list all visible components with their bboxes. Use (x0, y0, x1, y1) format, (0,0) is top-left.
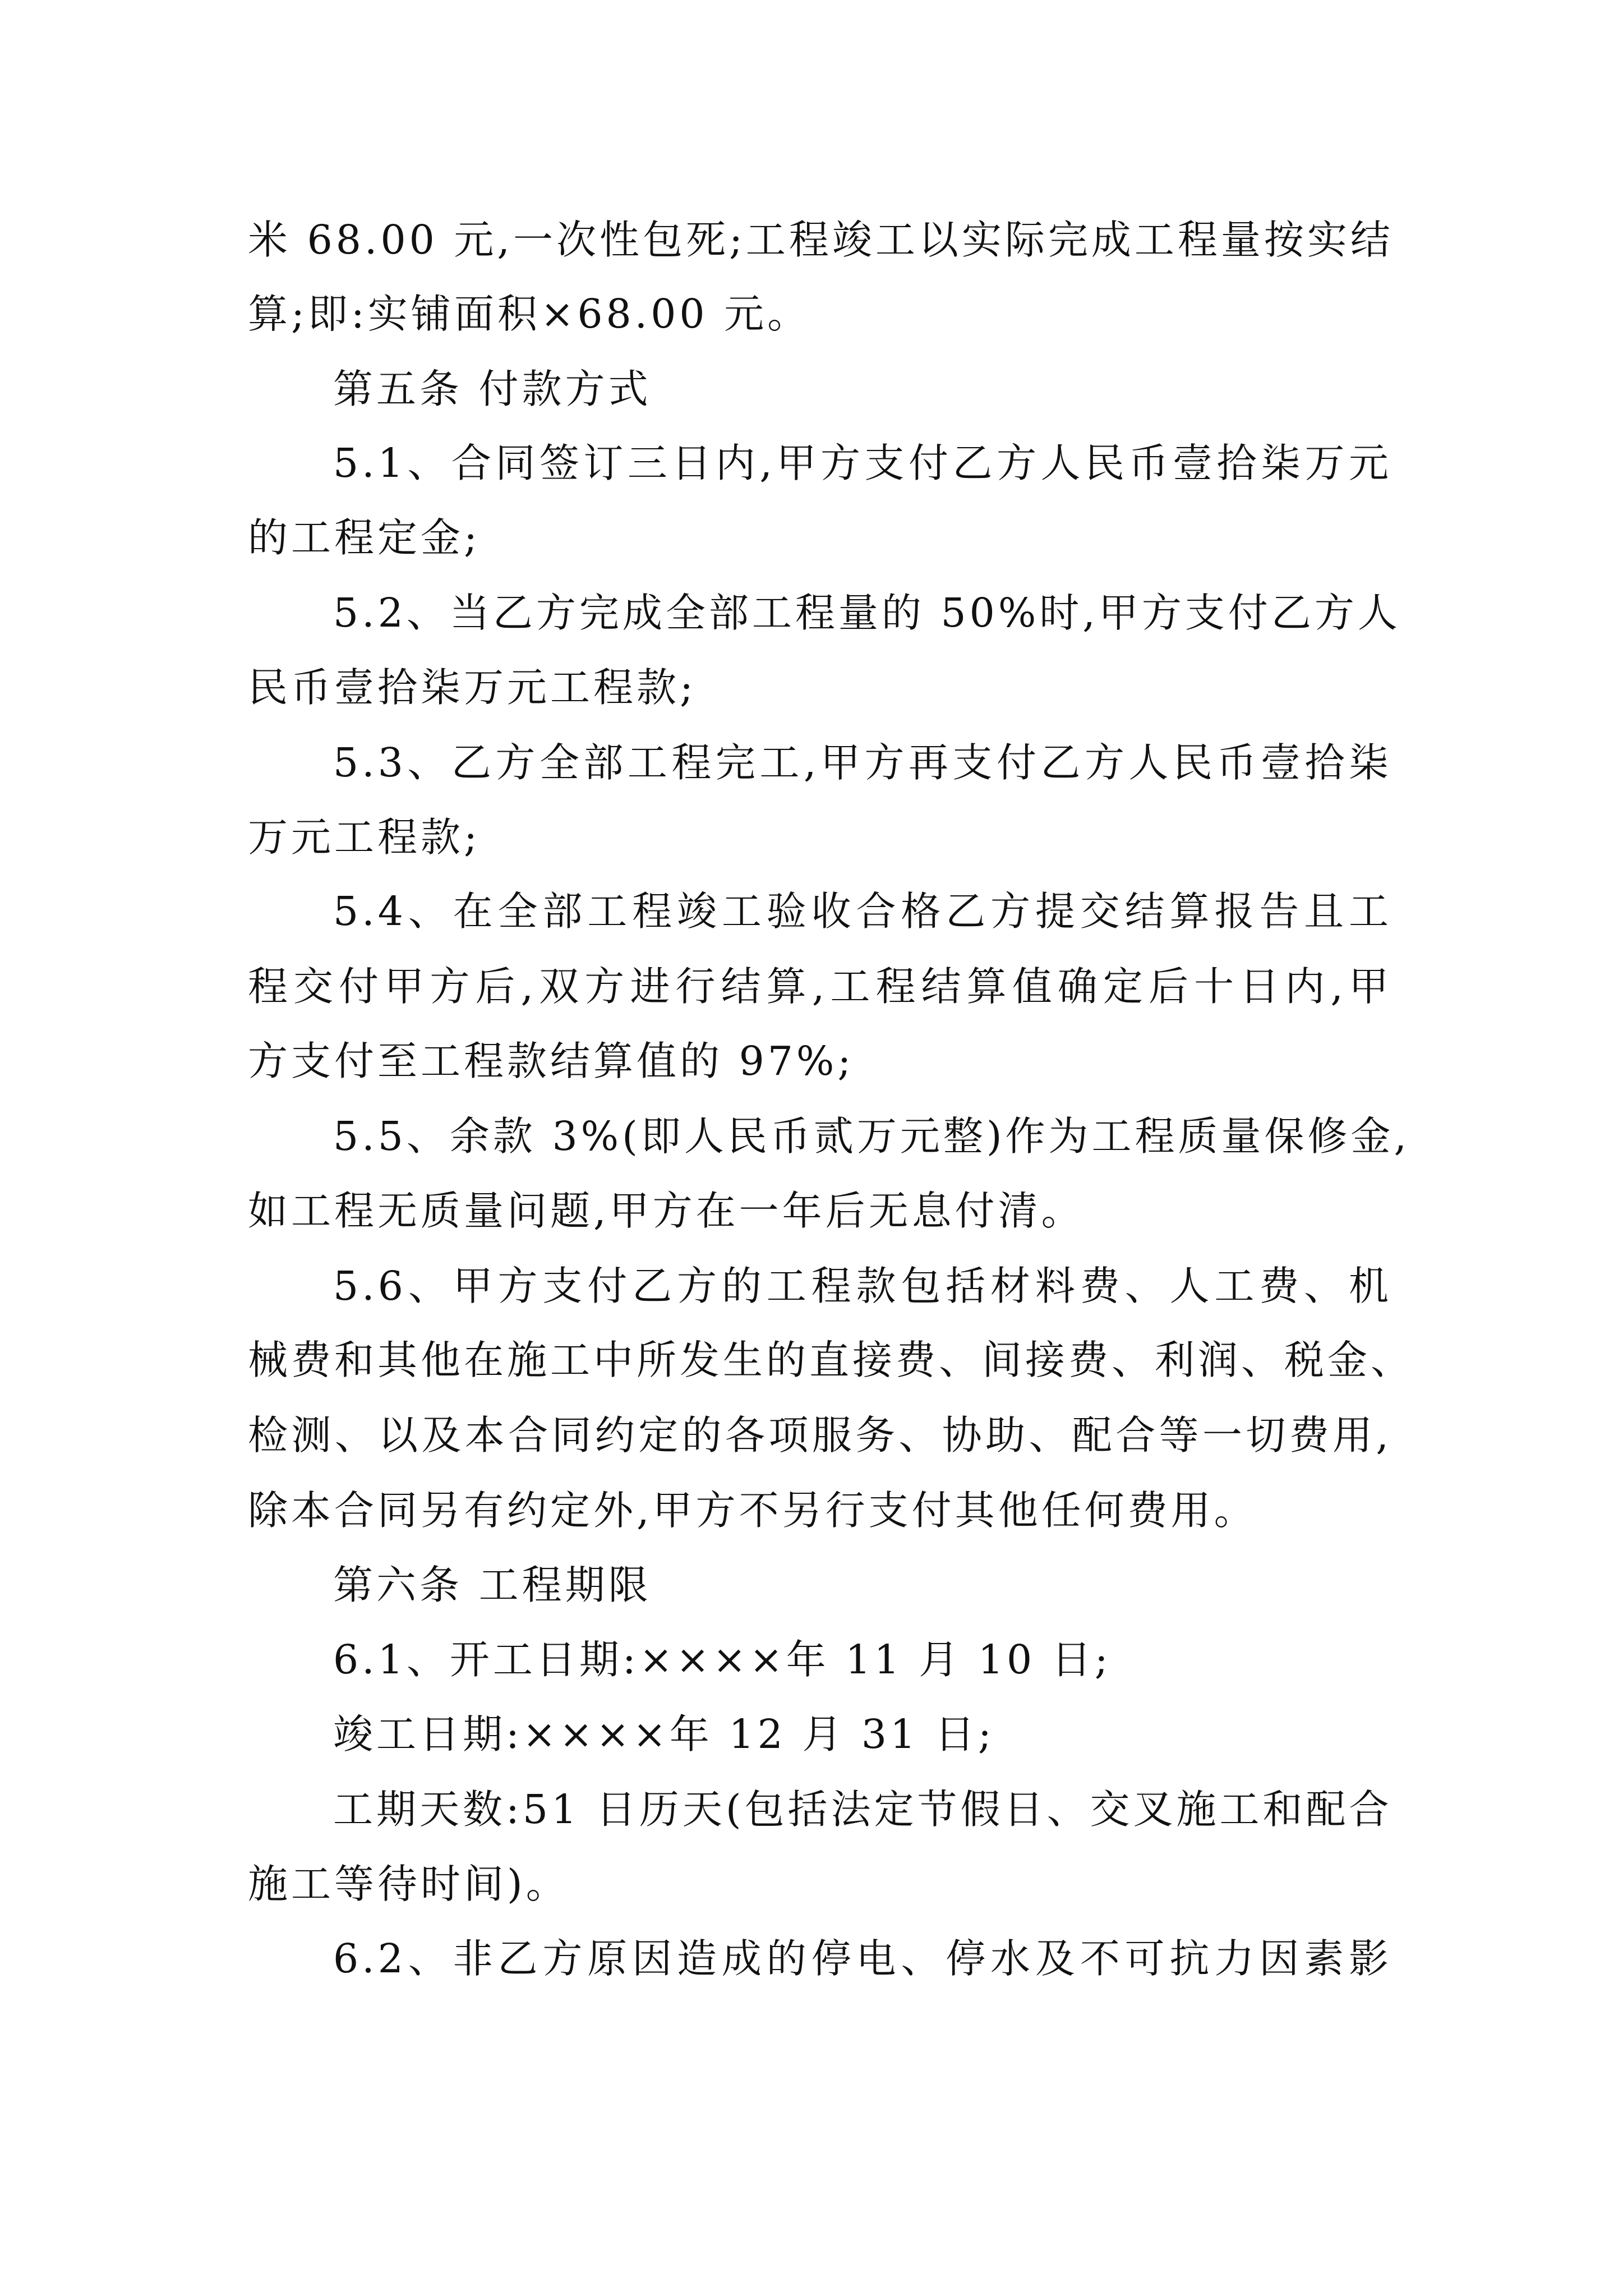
clause-text-line: 方支付至工程款结算值的 97%; (248, 1038, 855, 1084)
clause-text-line: 6.1、开工日期:××××年 11 月 10 日; (333, 1636, 1112, 1683)
clause-text-line: 5.5、余款 3%(即人民币贰万元整)作为工程质量保修金, (333, 1113, 1410, 1159)
section-heading: 第五条 付款方式 (333, 366, 652, 412)
clause-text-line: 5.6、甲方支付乙方的工程款包括材料费、人工费、机 (333, 1263, 1392, 1309)
clause-text-line: 除本合同另有约定外,甲方不另行支付其他任何费用。 (248, 1487, 1257, 1534)
clause-text-line: 械费和其他在施工中所发生的直接费、间接费、利润、税金、 (248, 1337, 1414, 1383)
clause-text-line: 施工等待时间)。 (248, 1861, 569, 1907)
clause-text-line: 工期天数:51 日历天(包括法定节假日、交叉施工和配合 (333, 1786, 1393, 1833)
section-heading: 第六条 工程期限 (333, 1562, 652, 1608)
clause-text-line: 5.1、合同签订三日内,甲方支付乙方人民币壹拾柒万元 (333, 440, 1392, 486)
clause-text-line: 竣工日期:××××年 12 月 31 日; (333, 1711, 995, 1757)
clause-text-line: 5.4、在全部工程竣工验收合格乙方提交结算报告且工 (333, 888, 1392, 935)
body-text-line: 米 68.00 元,一次性包死;工程竣工以实际完成工程量按实结 (248, 217, 1394, 263)
clause-text-line: 5.3、乙方全部工程完工,甲方再支付乙方人民币壹拾柒 (333, 739, 1392, 786)
clause-text-line: 6.2、非乙方原因造成的停电、停水及不可抗力因素影 (333, 1935, 1392, 1982)
clause-text-line: 检测、以及本合同约定的各项服务、协助、配合等一切费用, (248, 1412, 1392, 1458)
clause-text-line: 民币壹拾柒万元工程款; (248, 664, 697, 711)
body-text-line: 算;即:实铺面积×68.00 元。 (248, 291, 811, 337)
clause-text-line: 的工程定金; (248, 514, 481, 561)
clause-text-line: 5.2、当乙方完成全部工程量的 50%时,甲方支付乙方人 (333, 590, 1401, 636)
clause-text-line: 程交付甲方后,双方进行结算,工程结算值确定后十日内,甲 (248, 963, 1392, 1010)
clause-text-line: 如工程无质量问题,甲方在一年后无息付清。 (248, 1188, 1085, 1234)
clause-text-line: 万元工程款; (248, 814, 481, 861)
